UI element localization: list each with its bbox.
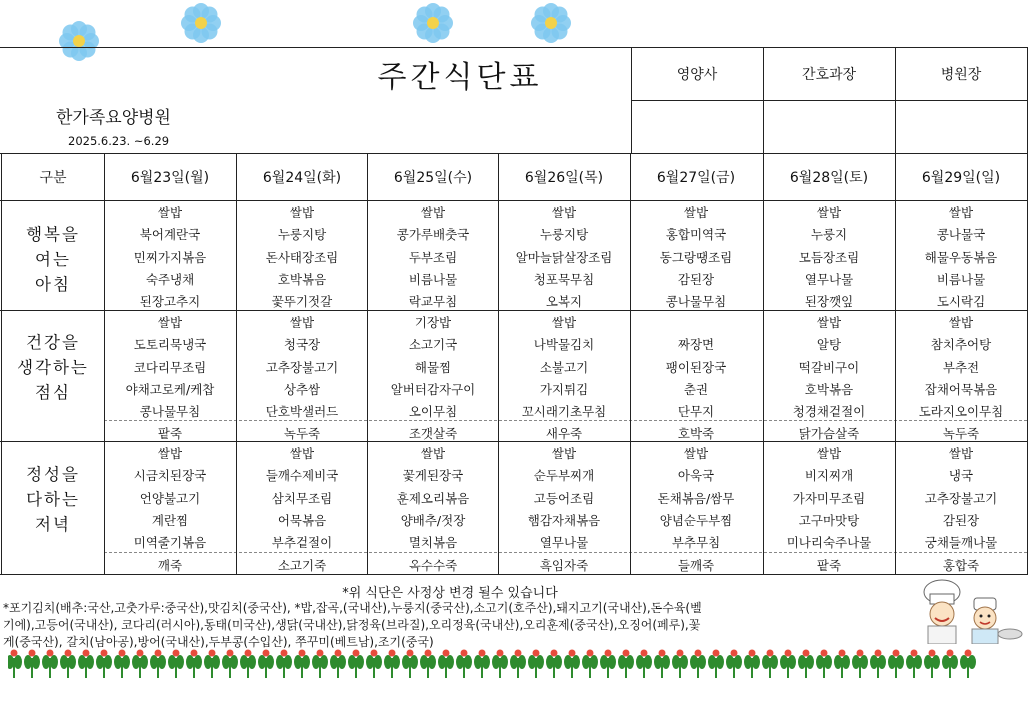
menu-item: 돈채볶음/쌈무 bbox=[657, 490, 735, 506]
menu-cell bbox=[236, 443, 368, 554]
grass-border-decoration bbox=[8, 644, 978, 678]
menu-item: 아욱국 bbox=[677, 468, 715, 484]
menu-item: 단호박샐러드 bbox=[265, 404, 339, 420]
menu-item: 어묵볶음 bbox=[277, 512, 327, 528]
menu-item: 도라지오이무침 bbox=[918, 404, 1004, 420]
flower-icon bbox=[410, 0, 456, 46]
menu-item: 가자미무조림 bbox=[792, 490, 866, 506]
menu-item: 청경채겉절이 bbox=[792, 404, 866, 420]
menu-item: 쌀밥 bbox=[157, 446, 183, 461]
menu-cell bbox=[763, 443, 895, 554]
menu-cell bbox=[367, 202, 499, 313]
menu-item: 부추무침 bbox=[671, 535, 721, 551]
menu-item: 쌀밥 bbox=[816, 315, 842, 330]
menu-item: 떡갈비구이 bbox=[798, 359, 860, 375]
menu-cell bbox=[367, 443, 499, 554]
day-header: 6월23일(월) bbox=[130, 169, 210, 186]
menu-item: 꼬시래기초무침 bbox=[521, 404, 607, 420]
menu-item: 단무지 bbox=[677, 404, 715, 420]
menu-item: 짜장면 bbox=[677, 337, 715, 353]
menu-item: 시금치된장국 bbox=[133, 468, 207, 484]
menu-item: 알탕 bbox=[816, 337, 842, 353]
menu-cell bbox=[895, 312, 1027, 423]
menu-item: 참치추어탕 bbox=[930, 337, 992, 353]
change-notice: *위 식단은 사정상 변경 될수 있습니다 bbox=[342, 586, 558, 601]
menu-item: 삼치무조림 bbox=[271, 490, 333, 506]
menu-item: 홍합미역국 bbox=[665, 227, 727, 243]
menu-item: 된장고추지 bbox=[139, 294, 201, 310]
chef-illustration bbox=[902, 576, 1026, 644]
day-header: 6월27일(금) bbox=[656, 169, 736, 186]
menu-item: 꽃게된장국 bbox=[402, 468, 464, 484]
menu-item: 돈사태장조림 bbox=[265, 249, 339, 265]
menu-cell bbox=[630, 312, 762, 423]
porridge-item: 옥수수죽 bbox=[408, 558, 458, 573]
menu-item: 언양불고기 bbox=[139, 490, 201, 506]
menu-item: 민찌가지볶음 bbox=[133, 249, 207, 265]
menu-cell bbox=[498, 443, 630, 554]
origin-line: *포기김치(배추:국산,고춧가루:중국산),맛김치(중국산), *밥,잡곡,(국내산),누룽지(중국산),소고기(호주산),돼지고기(국내산),돈수육(벨 bbox=[3, 601, 702, 615]
page-title: 주간식단표 bbox=[377, 60, 543, 95]
menu-item: 고추장불고기 bbox=[924, 490, 998, 506]
flower-icon bbox=[178, 0, 224, 46]
menu-item: 쌀밥 bbox=[551, 205, 577, 220]
approval-director: 병원장 bbox=[940, 67, 982, 83]
menu-item: 북어계란국 bbox=[139, 227, 201, 243]
menu-item: 궁채들깨나물 bbox=[924, 535, 998, 551]
menu-item: 부추전 bbox=[942, 359, 980, 375]
day-header: 6월28일(토) bbox=[789, 169, 869, 186]
menu-cell bbox=[895, 202, 1027, 313]
menu-item: 멸치볶음 bbox=[408, 535, 458, 551]
menu-item: 기장밥 bbox=[414, 315, 452, 330]
meal-label-breakfast: 행복을 여는 아침 bbox=[26, 225, 80, 294]
menu-item: 잡채어묵볶음 bbox=[924, 381, 998, 397]
menu-item: 팽이된장국 bbox=[665, 359, 727, 375]
menu-item: 오복지 bbox=[545, 294, 583, 310]
hospital-name: 한가족요양병원 bbox=[56, 108, 171, 128]
column-header-label: 구분 bbox=[39, 169, 67, 186]
porridge-item: 들깨죽 bbox=[677, 558, 715, 573]
menu-cell bbox=[104, 202, 236, 313]
porridge-item: 닭가슴살죽 bbox=[798, 426, 860, 441]
menu-item: 동그랑땡조림 bbox=[659, 249, 733, 265]
menu-item: 햄감자채볶음 bbox=[527, 512, 601, 528]
menu-item: 냉국 bbox=[948, 468, 974, 484]
menu-item: 쌀밥 bbox=[289, 446, 315, 461]
menu-item: 두부조림 bbox=[408, 249, 458, 265]
porridge-item: 녹두죽 bbox=[942, 426, 980, 441]
menu-item: 쌀밥 bbox=[551, 315, 577, 330]
approval-nutritionist: 영양사 bbox=[676, 67, 718, 83]
menu-cell bbox=[763, 202, 895, 313]
porridge-item: 팥죽 bbox=[157, 426, 183, 441]
day-header: 6월25일(수) bbox=[393, 169, 473, 186]
menu-item: 비지찌개 bbox=[804, 468, 854, 484]
menu-cell bbox=[236, 312, 368, 423]
menu-item: 열무나물 bbox=[804, 271, 854, 287]
menu-cell bbox=[498, 312, 630, 423]
approval-nursing-head: 간호과장 bbox=[801, 67, 857, 83]
menu-item: 훈제오리볶음 bbox=[396, 490, 470, 506]
menu-cell bbox=[367, 312, 499, 423]
menu-item: 쌀밥 bbox=[816, 446, 842, 461]
origin-line: 게(중국산), 갈치(남아공),방어(국내산),두부콩(수입산), 쭈꾸미(베트남),조기(중국) bbox=[3, 635, 434, 649]
menu-item: 소고기국 bbox=[408, 337, 458, 353]
menu-item: 해물우동볶음 bbox=[924, 249, 998, 265]
menu-item: 호박볶음 bbox=[277, 271, 327, 287]
menu-item: 가지튀김 bbox=[539, 381, 589, 397]
menu-cell bbox=[498, 202, 630, 313]
menu-item: 쌀밥 bbox=[948, 446, 974, 461]
menu-item: 순두부찌개 bbox=[533, 468, 595, 484]
menu-item: 고등어조림 bbox=[533, 490, 595, 506]
menu-item: 상추쌈 bbox=[283, 381, 321, 397]
menu-item: 숙주냉채 bbox=[145, 271, 195, 287]
menu-item: 알마늘닭살장조림 bbox=[515, 249, 613, 265]
menu-item: 고추장불고기 bbox=[265, 359, 339, 375]
menu-item: 콩나물무침 bbox=[139, 404, 201, 420]
porridge-item: 녹두죽 bbox=[283, 426, 321, 441]
porridge-item: 조갯살죽 bbox=[408, 426, 458, 441]
menu-item: 들깨수제비국 bbox=[265, 468, 339, 484]
menu-item: 누룽지탕 bbox=[277, 227, 327, 243]
day-header: 6월26일(목) bbox=[524, 169, 604, 186]
menu-item: 도시락김 bbox=[936, 294, 986, 310]
menu-item: 꽃뚜기젓갈 bbox=[271, 294, 333, 310]
day-header: 6월24일(화) bbox=[262, 169, 342, 186]
menu-item: 된장깻잎 bbox=[804, 294, 854, 310]
menu-item: 모듬장조림 bbox=[798, 249, 860, 265]
menu-item: 코다리무조림 bbox=[133, 359, 207, 375]
menu-item: 계란찜 bbox=[151, 512, 189, 528]
menu-item: 청포묵무침 bbox=[533, 271, 595, 287]
menu-item: 쌀밥 bbox=[551, 446, 577, 461]
menu-item: 비름나물 bbox=[408, 271, 458, 287]
menu-item: 쌀밥 bbox=[948, 205, 974, 220]
menu-item: 미나리숙주나물 bbox=[786, 535, 872, 551]
menu-item: 고구마맛탕 bbox=[798, 512, 860, 528]
menu-item: 감된장 bbox=[677, 271, 715, 287]
menu-item: 알버터감자구이 bbox=[390, 381, 476, 397]
porridge-item: 홍합죽 bbox=[942, 558, 980, 573]
menu-item: 나박물김치 bbox=[533, 337, 595, 353]
menu-cell bbox=[104, 312, 236, 423]
day-header: 6월29일(일) bbox=[921, 169, 1001, 186]
flower-icon bbox=[528, 0, 574, 46]
meal-label-dinner: 정성을 다하는 저녁 bbox=[26, 465, 80, 534]
porridge-item: 팥죽 bbox=[816, 558, 842, 573]
menu-item: 미역줄기볶음 bbox=[133, 535, 207, 551]
menu-item: 청국장 bbox=[283, 337, 321, 353]
date-range: 2025.6.23. ~6.29 bbox=[68, 134, 170, 148]
menu-cell bbox=[895, 443, 1027, 554]
meal-label-lunch: 건강을 생각하는 점심 bbox=[17, 333, 89, 402]
porridge-item: 새우죽 bbox=[545, 426, 583, 441]
menu-item: 쌀밥 bbox=[683, 446, 709, 461]
menu-item: 쌀밥 bbox=[157, 205, 183, 220]
porridge-item: 소고기죽 bbox=[277, 558, 327, 573]
menu-item: 쌀밥 bbox=[420, 205, 446, 220]
porridge-item: 호박죽 bbox=[677, 426, 715, 441]
menu-cell bbox=[763, 312, 895, 423]
menu-item: 쌀밥 bbox=[816, 205, 842, 220]
menu-cell bbox=[630, 202, 762, 313]
menu-item: 쌀밥 bbox=[157, 315, 183, 330]
menu-item: 누룽지 bbox=[810, 227, 848, 243]
menu-item: 호박볶음 bbox=[804, 381, 854, 397]
flower-icon bbox=[56, 18, 102, 64]
menu-item: 양념순두부찜 bbox=[659, 512, 733, 528]
porridge-item: 흑임자죽 bbox=[539, 558, 589, 573]
menu-item: 도토리묵냉국 bbox=[133, 337, 207, 353]
menu-item: 춘권 bbox=[683, 381, 709, 397]
menu-cell bbox=[104, 443, 236, 554]
menu-item: 열무나물 bbox=[539, 535, 589, 551]
menu-cell bbox=[630, 443, 762, 554]
porridge-item: 깨죽 bbox=[157, 558, 183, 573]
menu-item: 콩나물국 bbox=[936, 227, 986, 243]
menu-item bbox=[630, 312, 762, 334]
menu-item: 부추겉절이 bbox=[271, 535, 333, 551]
menu-item: 누룽지탕 bbox=[539, 227, 589, 243]
menu-item: 락교무침 bbox=[408, 294, 458, 310]
menu-item: 쌀밥 bbox=[683, 205, 709, 220]
menu-item: 쌀밥 bbox=[289, 205, 315, 220]
menu-item: 해물찜 bbox=[414, 359, 452, 375]
menu-item: 콩나물무침 bbox=[665, 294, 727, 310]
menu-item: 양배추/젓장 bbox=[400, 512, 466, 528]
menu-item: 비름나물 bbox=[936, 271, 986, 287]
menu-item: 오이무침 bbox=[408, 404, 458, 420]
origin-line: 기에),고등어(국내산), 코다리(러시아),동태(미국산),생닭(국내산),닭정육(브라질),오리정육(국내산),오리훈제(중국산),오징어(페루),꽃 bbox=[3, 618, 701, 632]
menu-item: 쌀밥 bbox=[420, 446, 446, 461]
menu-item: 야채고로케/케찹 bbox=[125, 381, 215, 397]
menu-item: 콩가루배춧국 bbox=[396, 227, 470, 243]
menu-item: 쌀밥 bbox=[948, 315, 974, 330]
menu-item: 감된장 bbox=[942, 512, 980, 528]
menu-item: 쌀밥 bbox=[289, 315, 315, 330]
menu-cell bbox=[236, 202, 368, 313]
menu-item: 소불고기 bbox=[539, 359, 589, 375]
